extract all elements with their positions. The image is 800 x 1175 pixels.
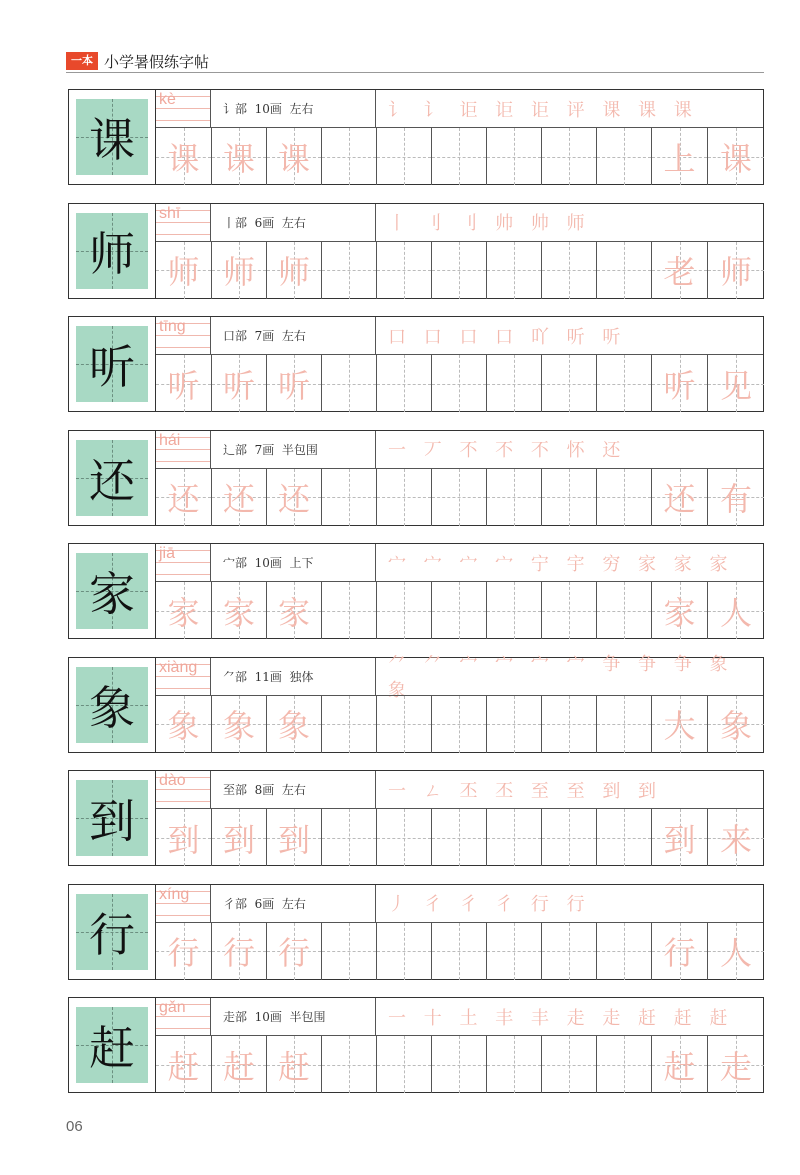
practice-row: [68, 997, 764, 1093]
writing-cell[interactable]: [707, 696, 764, 753]
writing-cell[interactable]: [596, 923, 651, 980]
radical-stroke-info: 丨部 6画 左右: [211, 204, 376, 241]
writing-cell[interactable]: [541, 469, 596, 526]
writing-cell[interactable]: [431, 355, 486, 412]
writing-cell[interactable]: [707, 355, 764, 412]
writing-cell[interactable]: [211, 469, 266, 526]
model-char-box: [68, 770, 156, 866]
writing-cell[interactable]: [541, 582, 596, 639]
writing-cell[interactable]: [486, 242, 541, 299]
writing-cell[interactable]: [321, 1036, 376, 1093]
pinyin-cell: [156, 771, 211, 808]
practice-grid-area: [156, 430, 764, 526]
writing-cell[interactable]: [156, 696, 211, 753]
model-char-box: [68, 430, 156, 526]
radical-stroke-info: 彳部 6画 左右: [211, 885, 376, 922]
practice-row: [68, 316, 764, 412]
writing-cell[interactable]: [596, 582, 651, 639]
writing-cell[interactable]: [651, 582, 707, 639]
pinyin-cell: [156, 317, 211, 354]
writing-cell[interactable]: [376, 1036, 431, 1093]
trace-char: 师: [277, 253, 310, 291]
word-char: 见: [719, 366, 752, 405]
writing-cell[interactable]: [486, 809, 541, 866]
word-char: 走: [719, 1047, 752, 1086]
writing-cell[interactable]: [596, 128, 651, 185]
trace-char: 象: [222, 707, 255, 745]
writing-cell[interactable]: [431, 469, 486, 526]
writing-cell[interactable]: [596, 1036, 651, 1093]
pinyin-cell: [156, 998, 211, 1035]
trace-char: 师: [167, 253, 200, 291]
pinyin-text: kè: [159, 91, 176, 108]
trace-char: 课: [167, 139, 200, 178]
writing-cell[interactable]: [321, 923, 376, 980]
model-char-box: [68, 997, 156, 1093]
practice-grid-area: [156, 316, 764, 412]
trace-char: 家: [277, 593, 310, 632]
writing-cell[interactable]: [486, 128, 541, 185]
radical-stroke-info: 宀部 10画 上下: [211, 544, 376, 581]
writing-cell[interactable]: [211, 696, 266, 753]
stroke-order: ⺈ ⺈ 宀 宀 宀 宀 争 争 争 象 象: [388, 654, 734, 701]
writing-cell[interactable]: [156, 1036, 211, 1093]
header-rule: [66, 72, 764, 73]
trace-char: 家: [167, 593, 200, 632]
model-char: 师: [89, 226, 135, 281]
trace-char: 听: [222, 366, 255, 405]
model-char-box: [68, 89, 156, 185]
page-number: 06: [66, 1118, 83, 1135]
pinyin-cell: [156, 658, 211, 695]
writing-cell[interactable]: [541, 355, 596, 412]
writing-cell[interactable]: [266, 469, 321, 526]
model-char: 课: [89, 113, 135, 167]
writing-cell[interactable]: [486, 696, 541, 753]
writing-cell[interactable]: [431, 809, 486, 866]
writing-cell[interactable]: [321, 242, 376, 299]
trace-char: 象: [277, 707, 310, 745]
writing-cell[interactable]: [376, 242, 431, 299]
radical-stroke-info: 口部 7画 左右: [211, 317, 376, 354]
tianzige-grid: [76, 553, 148, 629]
stroke-order: 口 口 口 口 吖 听 听: [388, 326, 627, 348]
writing-cell[interactable]: [541, 923, 596, 980]
writing-cell[interactable]: [321, 469, 376, 526]
word-char: 还: [663, 480, 696, 518]
writing-cell[interactable]: [486, 355, 541, 412]
trace-char: 象: [167, 707, 200, 745]
writing-cell[interactable]: [707, 469, 764, 526]
tianzige-grid: [76, 213, 148, 289]
pinyin-text: gǎn: [159, 999, 186, 1016]
radical-stroke-info: ⺈部 11画 独体: [211, 658, 376, 695]
word-char: 到: [663, 820, 696, 859]
stroke-order: 宀 宀 宀 宀 宁 宇 穷 家 家 家: [388, 553, 734, 575]
trace-char: 还: [277, 480, 310, 518]
writing-cell[interactable]: [651, 1036, 707, 1093]
trace-char: 课: [222, 139, 255, 178]
word-char: 听: [663, 366, 696, 405]
stroke-order: 丨 刂 刂 帅 帅 师: [388, 213, 591, 234]
model-char: 还: [89, 453, 135, 508]
writing-cell[interactable]: [266, 128, 321, 185]
pinyin-cell: [156, 885, 211, 922]
writing-cell[interactable]: [486, 923, 541, 980]
trace-char: 听: [167, 366, 200, 405]
word-char: 老: [663, 253, 696, 291]
word-char: 上: [663, 139, 696, 178]
writing-cell[interactable]: [321, 355, 376, 412]
practice-grid-area: [156, 89, 764, 185]
writing-cell[interactable]: [431, 1036, 486, 1093]
trace-char: 师: [222, 253, 255, 291]
writing-cell[interactable]: [431, 696, 486, 753]
pinyin-text: xiàng: [159, 658, 198, 676]
writing-cell[interactable]: [156, 242, 211, 299]
practice-grid-area: [156, 203, 764, 299]
writing-cell[interactable]: [596, 696, 651, 753]
practice-row: [68, 884, 764, 980]
practice-row: [68, 430, 764, 526]
writing-cell[interactable]: [211, 242, 266, 299]
radical-stroke-info: 辶部 7画 半包围: [211, 431, 376, 468]
stroke-order: 一 ㄥ 丕 丕 至 至 到 到: [388, 780, 663, 802]
practice-grid-area: [156, 884, 764, 980]
writing-cell[interactable]: [541, 1036, 596, 1093]
writing-cell[interactable]: [321, 696, 376, 753]
practice-row: [68, 543, 764, 639]
word-char: 课: [719, 139, 752, 178]
radical-stroke-info: 讠部 10画 左右: [211, 90, 376, 127]
writing-cell[interactable]: [651, 355, 707, 412]
writing-cell[interactable]: [651, 809, 707, 866]
practice-grid-area: [156, 997, 764, 1093]
writing-cell[interactable]: [541, 242, 596, 299]
model-char-box: [68, 657, 156, 753]
word-char: 家: [663, 593, 696, 632]
word-char: 赶: [663, 1047, 696, 1086]
stroke-order: 讠 讠 讵 讵 讵 评 课 课 课: [388, 99, 698, 121]
word-char: 来: [719, 820, 752, 859]
pinyin-cell: [156, 544, 211, 581]
pinyin-text: tīng: [159, 318, 186, 335]
writing-cell[interactable]: [211, 582, 266, 639]
writing-cell[interactable]: [266, 923, 321, 980]
model-char: 象: [89, 680, 135, 735]
writing-cell[interactable]: [156, 923, 211, 980]
tianzige-grid: [76, 780, 148, 856]
word-char: 有: [719, 480, 752, 518]
stroke-order: 一 丆 不 不 不 怀 还: [388, 440, 627, 461]
model-char: 听: [89, 340, 135, 394]
word-char: 人: [719, 934, 752, 972]
radical-stroke-info: 至部 8画 左右: [211, 771, 376, 808]
writing-cell[interactable]: [266, 355, 321, 412]
trace-char: 行: [222, 934, 255, 972]
page-title: 小学暑假练字帖: [104, 52, 210, 71]
pinyin-cell: [156, 431, 211, 468]
writing-cell[interactable]: [596, 355, 651, 412]
writing-cell[interactable]: [596, 469, 651, 526]
trace-char: 到: [277, 820, 310, 859]
writing-cell[interactable]: [651, 128, 707, 185]
pinyin-text: dào: [159, 772, 186, 789]
word-char: 师: [719, 253, 752, 291]
pinyin-text: shī: [159, 204, 181, 222]
word-char: 行: [663, 934, 696, 972]
writing-cell[interactable]: [541, 809, 596, 866]
writing-cell[interactable]: [376, 582, 431, 639]
tianzige-grid: [76, 1007, 148, 1083]
writing-cell[interactable]: [211, 355, 266, 412]
pinyin-cell: [156, 90, 211, 127]
writing-cell[interactable]: [211, 809, 266, 866]
writing-cell[interactable]: [707, 242, 764, 299]
tianzige-grid: [76, 326, 148, 402]
writing-cell[interactable]: [156, 809, 211, 866]
writing-cell[interactable]: [266, 696, 321, 753]
stroke-order: 一 十 土 丰 丰 走 走 赶 赶 赶: [388, 1007, 734, 1029]
writing-cell[interactable]: [266, 809, 321, 866]
pinyin-cell: [156, 204, 211, 241]
practice-row: [68, 770, 764, 866]
writing-cell[interactable]: [321, 128, 376, 185]
pinyin-text: xíng: [159, 885, 190, 903]
writing-cell[interactable]: [376, 696, 431, 753]
writing-cell[interactable]: [707, 1036, 764, 1093]
trace-char: 到: [222, 820, 255, 859]
model-char-box: [68, 884, 156, 980]
writing-cell[interactable]: [431, 242, 486, 299]
word-char: 人: [719, 593, 752, 632]
trace-char: 家: [222, 593, 255, 632]
writing-cell[interactable]: [376, 355, 431, 412]
writing-cell[interactable]: [707, 128, 764, 185]
trace-char: 赶: [167, 1047, 200, 1086]
writing-cell[interactable]: [707, 582, 764, 639]
trace-char: 行: [277, 934, 310, 972]
word-char: 象: [719, 707, 752, 745]
tianzige-grid: [76, 667, 148, 743]
writing-cell[interactable]: [156, 582, 211, 639]
trace-char: 赶: [277, 1047, 310, 1086]
writing-cell[interactable]: [541, 128, 596, 185]
trace-char: 到: [167, 820, 200, 859]
writing-cell[interactable]: [266, 242, 321, 299]
writing-cell[interactable]: [156, 128, 211, 185]
writing-cell[interactable]: [211, 128, 266, 185]
trace-char: 赶: [222, 1047, 255, 1086]
writing-cell[interactable]: [486, 582, 541, 639]
writing-cell[interactable]: [541, 696, 596, 753]
practice-grid-area: [156, 654, 764, 753]
trace-char: 还: [222, 480, 255, 518]
practice-grid-area: [156, 543, 764, 639]
writing-cell[interactable]: [321, 582, 376, 639]
writing-cell[interactable]: [486, 1036, 541, 1093]
pinyin-text: jiā: [159, 545, 176, 562]
model-char: 赶: [89, 1021, 135, 1075]
practice-row: [68, 654, 764, 753]
practice-row: [68, 203, 764, 299]
stroke-order: 丿 彳 彳 彳 行 行: [388, 894, 591, 915]
tianzige-grid: [76, 99, 148, 175]
writing-cell[interactable]: [707, 809, 764, 866]
writing-cell[interactable]: [596, 242, 651, 299]
writing-cell[interactable]: [431, 128, 486, 185]
model-char-box: [68, 543, 156, 639]
trace-char: 行: [167, 934, 200, 972]
model-char: 到: [89, 794, 135, 848]
model-char: 行: [89, 907, 135, 962]
practice-row: [68, 89, 764, 185]
trace-char: 听: [277, 366, 310, 405]
writing-cell[interactable]: [376, 128, 431, 185]
page-header: [66, 50, 209, 72]
writing-cell[interactable]: [321, 809, 376, 866]
writing-cell[interactable]: [211, 923, 266, 980]
brand-logo: 一本: [66, 52, 98, 70]
writing-cell[interactable]: [156, 355, 211, 412]
writing-cell[interactable]: [266, 1036, 321, 1093]
model-char-box: [68, 203, 156, 299]
writing-cell[interactable]: [486, 469, 541, 526]
writing-cell[interactable]: [651, 242, 707, 299]
model-char: 家: [89, 567, 135, 621]
trace-char: 课: [277, 139, 310, 178]
writing-cell[interactable]: [651, 696, 707, 753]
trace-char: 还: [167, 480, 200, 518]
writing-cell[interactable]: [431, 923, 486, 980]
writing-cell[interactable]: [651, 923, 707, 980]
writing-cell[interactable]: [266, 582, 321, 639]
practice-grid-area: [156, 770, 764, 866]
writing-cell[interactable]: [156, 469, 211, 526]
writing-cell[interactable]: [651, 469, 707, 526]
model-char-box: [68, 316, 156, 412]
pinyin-text: hái: [159, 431, 181, 449]
word-char: 大: [663, 707, 696, 745]
tianzige-grid: [76, 894, 148, 970]
writing-cell[interactable]: [211, 1036, 266, 1093]
writing-cell[interactable]: [596, 809, 651, 866]
radical-stroke-info: 走部 10画 半包围: [211, 998, 376, 1035]
writing-cell[interactable]: [707, 923, 764, 980]
writing-cell[interactable]: [376, 923, 431, 980]
writing-cell[interactable]: [376, 809, 431, 866]
writing-cell[interactable]: [376, 469, 431, 526]
tianzige-grid: [76, 440, 148, 516]
writing-cell[interactable]: [431, 582, 486, 639]
